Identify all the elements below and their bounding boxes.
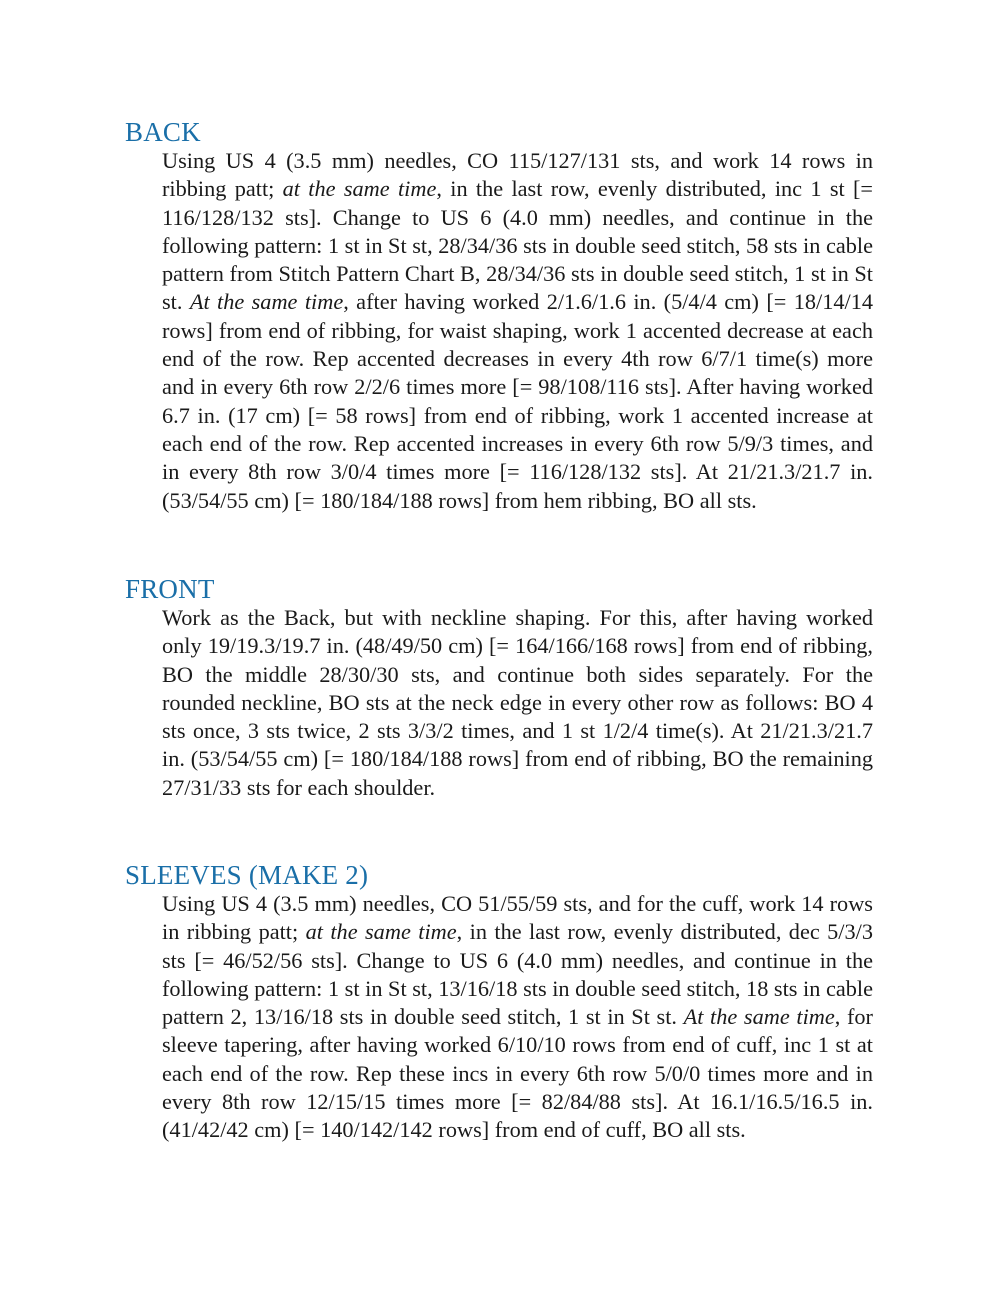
body-text: Work as the Back, but with neckline shaping. For this, after having worked only 19/19.3/19.7 in. (48/49/50 cm) [= 164/166/168 rows] from end of ribbing, BO the middle 28/30/30 sts, and continue both sides separately. For the rounded neckline, BO sts at the neck edge in every other row as follows: BO 4 sts once, 3 sts twice, 2 sts 3/3/2 times, and 1 st 1/2/4 time(s). At 21/21.3/21.7 in. (53/54/55 cm) [= 180/184/188 rows] from end of ribbing, BO the remaining 27/31/33 sts for each shoulder. xyxy=(162,605,873,800)
section-heading-back: BACK xyxy=(125,117,201,147)
section-body-back xyxy=(162,147,873,515)
section-body-sleeves xyxy=(162,890,873,1145)
italic-phrase: At the same time xyxy=(683,1004,835,1030)
body-text: , in the last row, evenly distributed, dec 5/3/3 sts [= 46/52/56 sts]. Change to US 6 (4.0 mm) needles, and continue in the following pattern: 1 st in St st, 13/16/18 sts in double seed stitch, 18 sts in cable pattern 2, 13/16/18 sts in double seed stitch, 1 st in St st. xyxy=(162,919,873,1030)
section-heading-front: FRONT xyxy=(125,574,215,604)
italic-phrase: at the same time xyxy=(305,919,457,945)
body-text: , after having worked 2/1.6/1.6 in. (5/4/4 cm) [= 18/14/14 rows] from end of ribbing, for waist shaping, work 1 accented decrease at each end of the row. Rep accented decreases in every 4th row 6/7/1 time(s) more and in every 6th row 2/2/6 times more [= 98/108/116 sts]. After having worked 6.7 in. (17 cm) [= 58 rows] from end of ribbing, work 1 accented increase at each end of the row. Rep accented increases in every 6th row 5/9/3 times, and in every 8th row 3/0/4 times more [= 116/128/132 sts]. At 21/21.3/21.7 in. (53/54/55 cm) [= 180/184/188 rows] from hem ribbing, BO all sts. xyxy=(162,289,873,513)
italic-phrase: at the same time xyxy=(282,176,437,202)
section-body-front xyxy=(162,604,873,802)
body-text: , in the last row, evenly distributed, inc 1 st [= 116/128/132 sts]. Change to US 6 (4.0 mm) needles, and continue in the following pattern: 1 st in St st, 28/34/36 sts in double seed stitch, 58 sts in cable pattern from Stitch Pattern Chart B, 28/34/36 sts in double seed stitch, 1 st in St st. xyxy=(162,176,873,315)
italic-phrase: At the same time xyxy=(189,289,344,315)
body-text: , for sleeve tapering, after having worked 6/10/10 rows from end of cuff, inc 1 st at each end of the row. Rep these incs in every 6th row 5/0/0 times more and in every 8th row 12/15/15 times more [= 82/84/88 sts]. At 16.1/16.5/16.5 in. (41/42/42 cm) [= 140/142/142 rows] from end of cuff, BO all sts. xyxy=(162,1004,873,1143)
section-heading-sleeves: SLEEVES (MAKE 2) xyxy=(125,860,369,890)
section-front xyxy=(125,574,875,802)
section-back xyxy=(125,117,875,515)
body-text: Using US 4 (3.5 mm) needles, CO 51/55/59 sts, and for the cuff, work 14 rows in ribbing patt; xyxy=(162,891,873,945)
section-sleeves xyxy=(125,860,875,1145)
body-text: Using US 4 (3.5 mm) needles, CO 115/127/131 sts, and work 14 rows in ribbing patt; xyxy=(162,148,873,202)
